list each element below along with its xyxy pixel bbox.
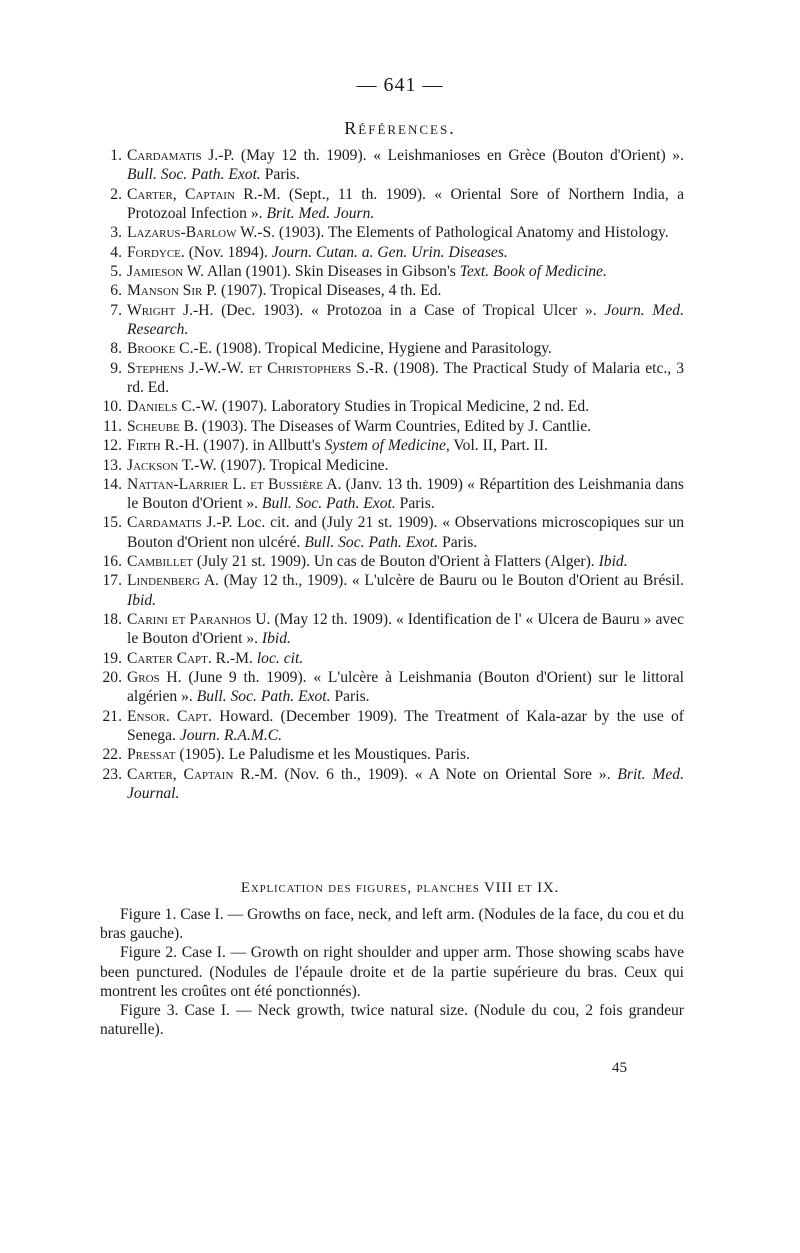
- reference-item: [100, 281, 684, 300]
- reference-author: Lazarus-Barlow W.-S.: [127, 224, 276, 242]
- reference-text: Allan (1901). Skin Diseases in Gibson's: [203, 262, 460, 280]
- reference-item: [100, 301, 684, 339]
- page-number: — 641 —: [356, 74, 444, 96]
- reference-item: [100, 513, 684, 551]
- reference-author: Jackson T.-W.: [127, 456, 217, 474]
- reference-number: 17 .: [94, 571, 122, 590]
- reference-number: 8 .: [100, 339, 122, 358]
- reference-item: [100, 571, 684, 609]
- reference-number: 9 .: [100, 359, 122, 378]
- explication-title: Explication des figures, planches VIII et IX.: [240, 880, 560, 896]
- reference-source: Brit. Med. Journ.: [266, 204, 375, 222]
- reference-text: (Sept., 11 th. 1909). « Oriental Sore of Northern India, a Protozoal Infection ».: [127, 185, 685, 222]
- reference-text: (1908). The Practical Study of Malaria etc., 3 rd. Ed.: [127, 359, 685, 396]
- reference-author: Carter Capt. R.-M.: [127, 649, 253, 667]
- reference-number: 20 .: [94, 668, 122, 687]
- reference-number: 3 .: [100, 223, 122, 242]
- reference-author: Nattan-Larrier L. et Bussière A.: [127, 475, 342, 493]
- reference-item: [100, 359, 684, 397]
- reference-text: (Nov. 6 th., 1909). « A Note on Oriental Sore ».: [277, 765, 618, 783]
- reference-author: Jamieson W.: [127, 262, 204, 280]
- figure-captions: [100, 905, 684, 1039]
- reference-item: [100, 707, 684, 745]
- reference-number: 4 .: [100, 243, 122, 262]
- reference-source: Journ. R.A.M.C.: [179, 726, 283, 744]
- figure-caption: Figure 1. Case I. — Growths on face, neck, and left arm. (Nodules de la face, du cou et du bras gauche).: [100, 906, 684, 943]
- reference-item: [100, 649, 684, 668]
- reference-author: Brooke C.-E.: [127, 340, 213, 358]
- reference-number: 2 .: [100, 185, 122, 204]
- reference-item: [100, 339, 684, 358]
- reference-source: Journ. Med. Research.: [127, 301, 684, 338]
- reference-number: 16 .: [94, 552, 122, 571]
- reference-tail: Paris.: [260, 166, 300, 184]
- reference-item: [100, 417, 684, 436]
- reference-text: (Janv. 13 th. 1909) « Répartition des Leishmania dans le Bouton d'Orient ».: [127, 475, 684, 513]
- reference-text: (May 12 th. 1909). « Identification de l' « Ulcera de Bauru » avec le Bouton d'Orient ».: [127, 611, 684, 648]
- reference-text: Loc. cit. and (July 21 st. 1909). « Observations microscopiques sur un Bouton d'Orient non ulcéré.: [127, 514, 684, 551]
- reference-text: (July 21 st. 1909). Un cas de Bouton d'Orient à Flatters (Alger).: [193, 553, 599, 571]
- reference-author: Cambillet: [127, 553, 194, 571]
- reference-text: (1907). Tropical Medicine.: [216, 456, 389, 474]
- reference-text: (1907). Laboratory Studies in Tropical Medicine, 2 nd. Ed.: [217, 398, 590, 416]
- reference-text: Howard. (December 1909). The Treatment of Kala-azar by the use of Senega.: [127, 707, 685, 744]
- reference-item: [100, 262, 684, 281]
- reference-author: Wright J.-H.: [127, 301, 214, 319]
- reference-text: (1903). The Diseases of Warm Countries, Edited by J. Cantlie.: [197, 417, 592, 435]
- reference-item: [100, 456, 684, 475]
- reference-item: [100, 668, 684, 706]
- reference-author: Carter, Captain R.-M.: [127, 185, 281, 203]
- reference-source: Bull. Soc. Path. Exot.: [261, 495, 396, 513]
- reference-source: Ibid.: [261, 630, 291, 648]
- reference-source: Bull. Soc. Path. Exot.: [127, 166, 261, 184]
- reference-text: (May 12 th. 1909). « Leishmanioses en Grèce (Bouton d'Orient) ».: [234, 147, 684, 164]
- reference-item: [100, 610, 684, 648]
- reference-author: Stephens J.-W.-W. et Christophers S.-R.: [127, 359, 389, 377]
- reference-author: Manson Sir P.: [127, 282, 218, 300]
- reference-source: loc. cit.: [256, 649, 304, 667]
- reference-tail: Paris.: [438, 533, 478, 551]
- reference-source: Ibid.: [127, 591, 157, 609]
- reference-number: 11 .: [94, 417, 122, 436]
- reference-text: (1908). Tropical Medicine, Hygiene and Parasitology.: [212, 340, 552, 358]
- reference-author: Cardamatis J.-P.: [127, 147, 235, 164]
- reference-author: Cardamatis J.-P.: [127, 514, 233, 532]
- reference-source: Bull. Soc. Path. Exot.: [304, 533, 439, 551]
- reference-item: [100, 475, 684, 513]
- reference-text: (Nov. 1894).: [184, 243, 272, 261]
- references-title: Références.: [344, 118, 456, 138]
- reference-number: 15 .: [94, 513, 122, 532]
- reference-item: [100, 745, 684, 764]
- reference-text: (1907). in Allbutt's: [199, 437, 325, 455]
- reference-number: 22 .: [94, 745, 122, 764]
- figure-caption: Figure 2. Case I. — Growth on right shoulder and upper arm. Those showing scabs have been punctured. (Nodules de l'épaule droite et de la partie supérieure du bras. Ceux qui montrent les croûtes ont été ponctionnés).: [100, 944, 684, 1000]
- reference-text: (June 9 th. 1909). « L'ulcère à Leishmania (Bouton d'Orient) sur le littoral algérien ».: [127, 669, 684, 706]
- reference-item: [100, 552, 684, 571]
- reference-number: 23 .: [94, 765, 122, 784]
- reference-source: Journ. Cutan. a. Gen. Urin. Diseases.: [271, 243, 508, 261]
- reference-source: Brit. Med. Journal.: [127, 765, 684, 802]
- reference-item: [100, 765, 684, 803]
- reference-tail: Paris.: [330, 688, 370, 706]
- reference-author: Pressat: [127, 746, 176, 764]
- reference-author: Daniels C.-W.: [127, 398, 218, 416]
- reference-author: Lindenberg A.: [127, 572, 220, 590]
- reference-author: Carini et Paranhos U.: [127, 611, 271, 629]
- reference-item: [100, 146, 684, 184]
- figure-caption: Figure 3. Case I. — Neck growth, twice natural size. (Nodule du cou, 2 fois grandeur naturelle).: [100, 1002, 684, 1039]
- reference-source: System of Medicine,: [324, 437, 450, 455]
- reference-number: 1 .: [100, 146, 122, 165]
- reference-number: 10 .: [94, 397, 122, 416]
- reference-number: 18 .: [94, 610, 122, 629]
- signature-number: 45: [612, 1060, 627, 1076]
- reference-item: [100, 223, 684, 242]
- reference-item: [100, 185, 684, 223]
- reference-item: [100, 397, 684, 416]
- reference-author: Carter, Captain R.-M.: [127, 765, 278, 783]
- reference-item: [100, 436, 684, 455]
- reference-author: Gros H.: [127, 669, 182, 687]
- reference-author: Fordyce.: [127, 243, 185, 261]
- reference-author: Ensor. Capt.: [127, 707, 213, 725]
- reference-item: [100, 243, 684, 262]
- reference-tail: Paris.: [395, 495, 435, 513]
- reference-number: 21 .: [94, 707, 122, 726]
- reference-text: (1903). The Elements of Pathological Anatomy and Histology.: [275, 224, 669, 242]
- reference-author: Scheube B.: [127, 417, 198, 435]
- reference-text: (May 12 th., 1909). « L'ulcère de Bauru ou le Bouton d'Orient au Brésil.: [219, 572, 684, 590]
- reference-number: 5 .: [100, 262, 122, 281]
- reference-number: 7 .: [100, 301, 122, 320]
- reference-text: (1907). Tropical Diseases, 4 th. Ed.: [217, 282, 442, 300]
- reference-number: 6 .: [100, 281, 122, 300]
- reference-author: Firth R.-H.: [127, 437, 200, 455]
- references-list: [100, 146, 684, 803]
- reference-text: (1905). Le Paludisme et les Moustiques. Paris.: [175, 746, 470, 764]
- reference-number: 12 .: [94, 436, 122, 455]
- reference-number: 14 .: [94, 475, 122, 494]
- reference-source: Ibid.: [598, 553, 628, 571]
- reference-tail: Vol. II, Part. II.: [449, 437, 548, 455]
- reference-source: Text. Book of Medicine.: [459, 262, 607, 280]
- reference-number: 19 .: [94, 649, 122, 668]
- reference-source: Bull. Soc. Path. Exot.: [196, 688, 331, 706]
- reference-number: 13 .: [94, 456, 122, 475]
- reference-text: (Dec. 1903). « Protozoa in a Case of Tropical Ulcer ».: [213, 301, 605, 319]
